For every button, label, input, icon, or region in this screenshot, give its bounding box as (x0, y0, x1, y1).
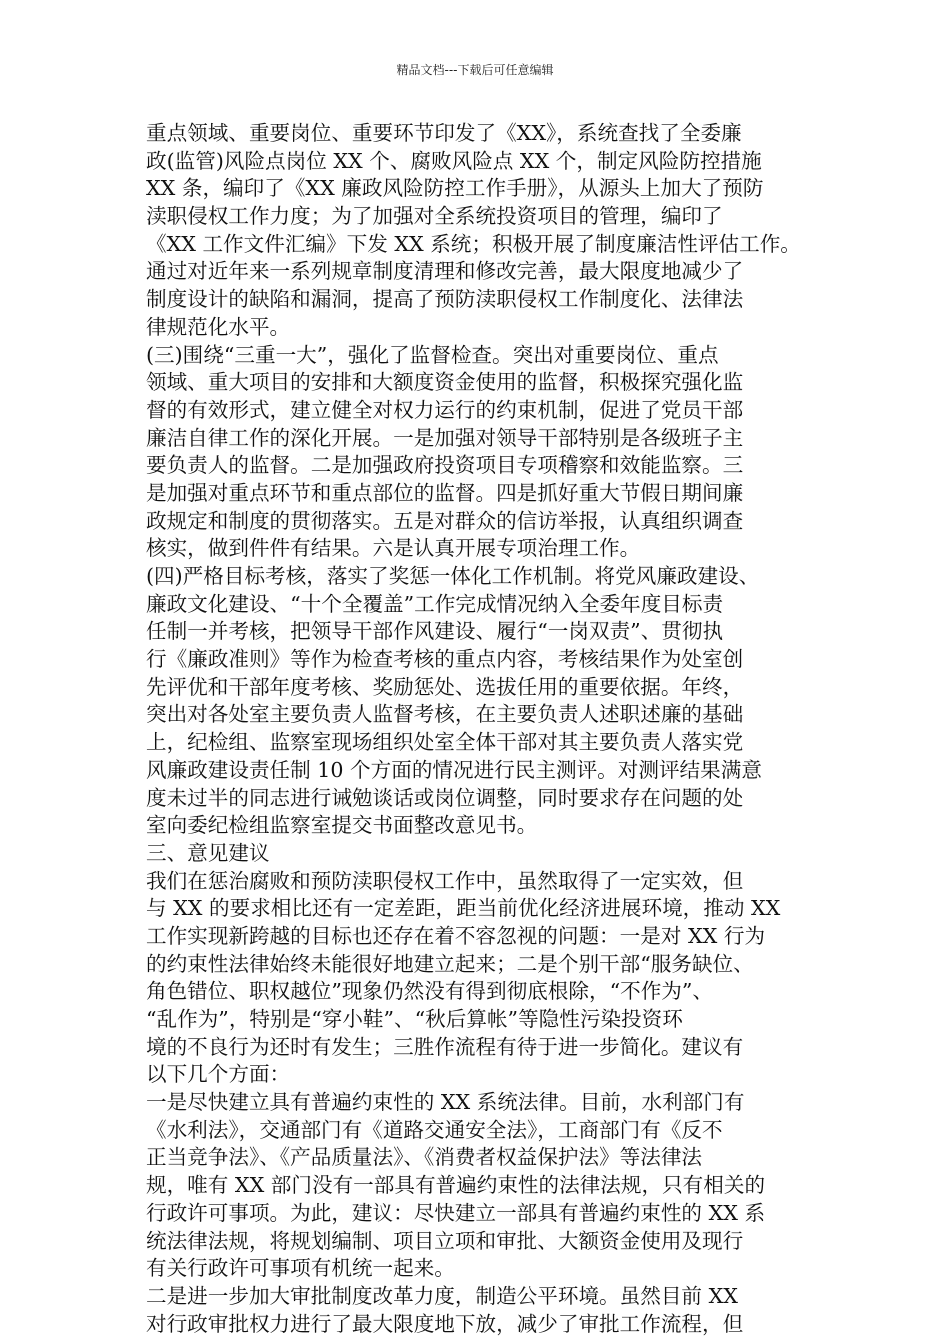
text-line: 制度设计的缺陷和漏洞，提高了预防渎职侵权工作制度化、法律法 (146, 287, 744, 312)
text-line: 境的不良行为还时有发生；三胜作流程有待于进一步简化。建议有 (146, 1034, 744, 1059)
text-line: 规，唯有 XX 部门没有一部具有普遍约束性的法律法规，只有相关的 (146, 1173, 766, 1198)
text-line: 统法律法规，将规划编制、项目立项和审批、大额资金使用及现行 (146, 1228, 744, 1253)
text-line: 的约束性法律始终未能很好地建立起来；二是个别干部“服务缺位、 (146, 951, 754, 976)
text-line: 是加强对重点环节和重点部位的监督。四是抓好重大节假日期间廉 (146, 480, 744, 505)
text-line: 我们在惩治腐败和预防渎职侵权工作中，虽然取得了一定实效，但 (146, 868, 744, 893)
text-line: 有关行政许可事项有机统一起来。 (146, 1256, 455, 1281)
text-line: 廉政文化建设、“十个全覆盖”工作完成情况纳入全委年度目标责 (146, 591, 724, 616)
document-body (146, 120, 806, 1338)
text-line: (三)围绕“三重一大”，强化了监督检查。突出对重要岗位、重点 (146, 342, 719, 367)
text-line: 督的有效形式，建立健全对权力运行的约束机制，促进了党员干部 (146, 397, 744, 422)
text-line: 政(监管)风险点岗位 XX 个、腐败风险点 XX 个，制定风险防控措施 (146, 148, 762, 173)
text-line: 正当竞争法》、《产品质量法》、《消费者权益保护法》等法律法 (146, 1145, 703, 1170)
text-line: 三、意见建议 (146, 840, 270, 865)
text-line: 领域、重大项目的安排和大额度资金使用的监督，积极探究强化监 (146, 370, 744, 395)
text-line: 通过对近年来一系列规章制度清理和修改完善，最大限度地减少了 (146, 259, 744, 284)
text-line: 角色错位、职权越位”现象仍然没有得到彻底根除，“不作为”、 (146, 979, 714, 1004)
text-line: 《XX 工作文件汇编》下发 XX 系统；积极开展了制度廉洁性评估工作。 (146, 231, 801, 256)
text-line: 任制一并考核，把领导干部作风建设、履行“一岗双责”、贯彻执 (146, 619, 724, 644)
text-line: 工作实现新跨越的目标也还存在着不容忽视的问题：一是对 XX 行为 (146, 923, 766, 948)
text-line: 政规定和制度的贯彻落实。五是对群众的信访举报，认真组织调查 (146, 508, 744, 533)
text-line: 渎职侵权工作力度；为了加强对全系统投资项目的管理，编印了 (146, 204, 723, 229)
text-line: XX 条，编印了《XX 廉政风险防控工作手册》，从源头上加大了预防 (146, 176, 764, 201)
text-line: 与 XX 的要求相比还有一定差距，距当前优化经济进展环境，推动 XX (146, 896, 781, 921)
text-line: 要负责人的监督。二是加强政府投资项目专项稽察和效能监察。三 (146, 453, 744, 478)
text-line: 《水利法》，交通部门有《道路交通安全法》，工商部门有《反不 (146, 1117, 723, 1142)
text-line: 二是进一步加大审批制度改革力度，制造公平环境。虽然目前 XX (146, 1283, 738, 1308)
text-line: 突出对各处室主要负责人监督考核，在主要负责人述职述廉的基础 (146, 702, 744, 727)
text-line: 先评优和干部年度考核、奖励惩处、选拔任用的重要依据。年终， (146, 674, 744, 699)
text-line: “乱作为”，特别是“穿小鞋”、“秋后算帐”等隐性污染投资环 (146, 1007, 683, 1031)
text-line: 对行政审批权力进行了最大限度地下放，减少了审批工作流程，但 (146, 1311, 744, 1336)
text-line: 律规范化水平。 (146, 314, 291, 339)
text-line: 重点领域、重要岗位、重要环节印发了《XX》，系统查找了全委廉 (146, 121, 742, 145)
text-line: 一是尽快建立具有普遍约束性的 XX 系统法律。目前，水利部门有 (146, 1090, 745, 1115)
text-line: 上，纪检组、监察室现场组织处室全体干部对其主要负责人落实党 (146, 730, 744, 755)
page-header: 精品文档---下载后可任意编辑 (396, 63, 554, 77)
text-line: 室向委纪检组监察室提交书面整改意见书。 (146, 813, 538, 838)
text-line: 行《廉政准则》等作为检查考核的重点内容，考核结果作为处室创 (146, 647, 744, 672)
text-line: (四)严格目标考核，落实了奖惩一体化工作机制。将党风廉政建设、 (146, 564, 760, 588)
text-line: 核实，做到件件有结果。六是认真开展专项治理工作。 (146, 536, 641, 561)
text-line: 以下几个方面： (146, 1062, 291, 1087)
text-line: 行政许可事项。为此，建议：尽快建立一部具有普遍约束性的 XX 系 (146, 1200, 766, 1225)
text-line: 风廉政建设责任制 10 个方面的情况进行民主测评。对测评结果满意 (146, 757, 762, 782)
text-line: 度未过半的同志进行诫勉谈话或岗位调整，同时要求存在问题的处 (146, 785, 744, 810)
text-line: 廉洁自律工作的深化开展。一是加强对领导干部特别是各级班子主 (146, 425, 744, 450)
